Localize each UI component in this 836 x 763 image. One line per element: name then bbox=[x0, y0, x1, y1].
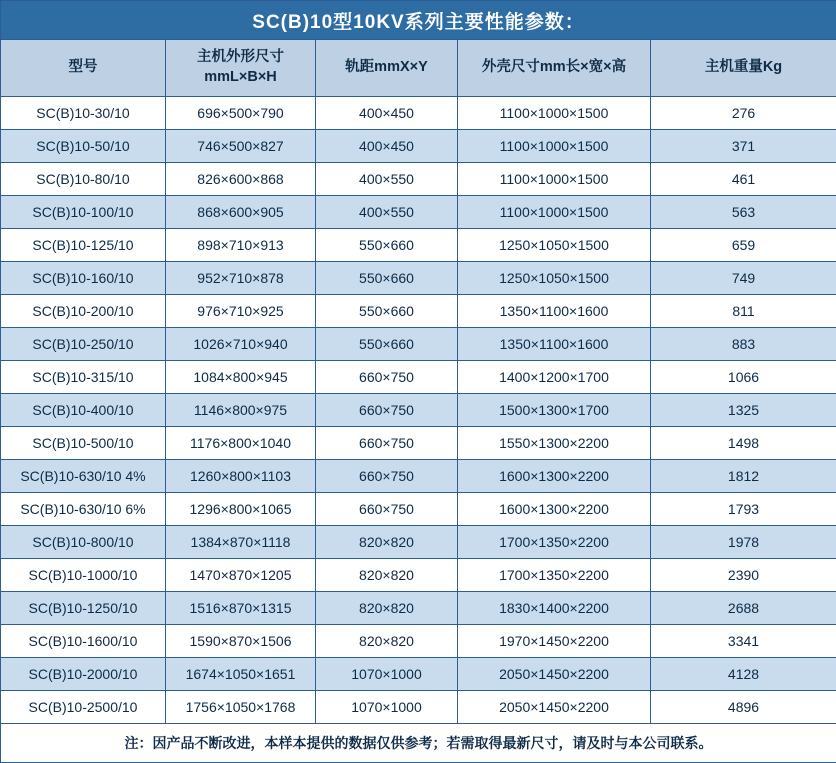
cell-track-gauge: 550×660 bbox=[316, 229, 458, 262]
cell-enclosure-dimensions: 1970×1450×2200 bbox=[458, 625, 651, 658]
cell-weight: 1498 bbox=[651, 427, 836, 460]
cell-model: SC(B)10-250/10 bbox=[1, 328, 166, 361]
cell-body-dimensions: 1516×870×1315 bbox=[166, 592, 316, 625]
table-title-row bbox=[1, 1, 836, 40]
cell-enclosure-dimensions: 1500×1300×1700 bbox=[458, 394, 651, 427]
cell-enclosure-dimensions: 1350×1100×1600 bbox=[458, 328, 651, 361]
cell-body-dimensions: 1176×800×1040 bbox=[166, 427, 316, 460]
table-row bbox=[1, 625, 836, 658]
cell-model: SC(B)10-2500/10 bbox=[1, 691, 166, 724]
column-header-body-dimensions-line1: 主机外形尺寸 bbox=[166, 48, 315, 68]
cell-track-gauge: 660×750 bbox=[316, 460, 458, 493]
cell-body-dimensions: 1674×1050×1651 bbox=[166, 658, 316, 691]
cell-track-gauge: 1070×1000 bbox=[316, 658, 458, 691]
cell-enclosure-dimensions: 2050×1450×2200 bbox=[458, 691, 651, 724]
column-header-model bbox=[1, 40, 166, 97]
cell-track-gauge: 400×550 bbox=[316, 163, 458, 196]
cell-model: SC(B)10-100/10 bbox=[1, 196, 166, 229]
cell-track-gauge: 660×750 bbox=[316, 427, 458, 460]
cell-body-dimensions: 1084×800×945 bbox=[166, 361, 316, 394]
cell-weight: 4128 bbox=[651, 658, 836, 691]
column-header-body-dimensions-line2: mmL×B×H bbox=[166, 68, 315, 88]
cell-track-gauge: 820×820 bbox=[316, 625, 458, 658]
cell-enclosure-dimensions: 1400×1200×1700 bbox=[458, 361, 651, 394]
table-row bbox=[1, 460, 836, 493]
table-row bbox=[1, 691, 836, 724]
table-row bbox=[1, 295, 836, 328]
cell-weight: 3341 bbox=[651, 625, 836, 658]
cell-weight: 563 bbox=[651, 196, 836, 229]
cell-model: SC(B)10-1000/10 bbox=[1, 559, 166, 592]
cell-model: SC(B)10-200/10 bbox=[1, 295, 166, 328]
cell-body-dimensions: 1590×870×1506 bbox=[166, 625, 316, 658]
cell-enclosure-dimensions: 1700×1350×2200 bbox=[458, 559, 651, 592]
cell-body-dimensions: 1296×800×1065 bbox=[166, 493, 316, 526]
column-header-enclosure-dimensions bbox=[458, 40, 651, 97]
column-header-weight bbox=[651, 40, 836, 97]
cell-enclosure-dimensions: 1830×1400×2200 bbox=[458, 592, 651, 625]
table-row bbox=[1, 97, 836, 130]
cell-enclosure-dimensions: 1350×1100×1600 bbox=[458, 295, 651, 328]
cell-model: SC(B)10-630/10 4% bbox=[1, 460, 166, 493]
cell-weight: 749 bbox=[651, 262, 836, 295]
cell-weight: 883 bbox=[651, 328, 836, 361]
cell-enclosure-dimensions: 1100×1000×1500 bbox=[458, 163, 651, 196]
table-row bbox=[1, 658, 836, 691]
cell-weight: 1066 bbox=[651, 361, 836, 394]
table-row bbox=[1, 328, 836, 361]
table-row bbox=[1, 526, 836, 559]
cell-track-gauge: 400×450 bbox=[316, 130, 458, 163]
column-header-model-line1: 型号 bbox=[1, 58, 165, 78]
cell-weight: 1793 bbox=[651, 493, 836, 526]
table-row bbox=[1, 163, 836, 196]
cell-weight: 4896 bbox=[651, 691, 836, 724]
cell-enclosure-dimensions: 1100×1000×1500 bbox=[458, 130, 651, 163]
cell-model: SC(B)10-1600/10 bbox=[1, 625, 166, 658]
table-row bbox=[1, 559, 836, 592]
cell-enclosure-dimensions: 1600×1300×2200 bbox=[458, 460, 651, 493]
cell-track-gauge: 660×750 bbox=[316, 394, 458, 427]
table-row bbox=[1, 592, 836, 625]
cell-model: SC(B)10-500/10 bbox=[1, 427, 166, 460]
table-row bbox=[1, 229, 836, 262]
cell-model: SC(B)10-80/10 bbox=[1, 163, 166, 196]
cell-track-gauge: 550×660 bbox=[316, 295, 458, 328]
cell-enclosure-dimensions: 2050×1450×2200 bbox=[458, 658, 651, 691]
cell-enclosure-dimensions: 1100×1000×1500 bbox=[458, 97, 651, 130]
cell-body-dimensions: 1260×800×1103 bbox=[166, 460, 316, 493]
cell-model: SC(B)10-315/10 bbox=[1, 361, 166, 394]
cell-body-dimensions: 868×600×905 bbox=[166, 196, 316, 229]
cell-enclosure-dimensions: 1250×1050×1500 bbox=[458, 229, 651, 262]
cell-model: SC(B)10-160/10 bbox=[1, 262, 166, 295]
column-header-enclosure-dimensions-line1: 外壳尺寸mm长×宽×高 bbox=[458, 58, 650, 78]
cell-track-gauge: 550×660 bbox=[316, 328, 458, 361]
table-note-row bbox=[1, 724, 836, 763]
cell-body-dimensions: 1470×870×1205 bbox=[166, 559, 316, 592]
cell-weight: 276 bbox=[651, 97, 836, 130]
cell-body-dimensions: 1756×1050×1768 bbox=[166, 691, 316, 724]
cell-enclosure-dimensions: 1550×1300×2200 bbox=[458, 427, 651, 460]
cell-weight: 2688 bbox=[651, 592, 836, 625]
cell-weight: 1325 bbox=[651, 394, 836, 427]
cell-body-dimensions: 826×600×868 bbox=[166, 163, 316, 196]
column-header-body-dimensions bbox=[166, 40, 316, 97]
cell-track-gauge: 1070×1000 bbox=[316, 691, 458, 724]
cell-body-dimensions: 696×500×790 bbox=[166, 97, 316, 130]
cell-weight: 371 bbox=[651, 130, 836, 163]
cell-model: SC(B)10-1250/10 bbox=[1, 592, 166, 625]
table-row bbox=[1, 262, 836, 295]
cell-track-gauge: 660×750 bbox=[316, 493, 458, 526]
cell-model: SC(B)10-50/10 bbox=[1, 130, 166, 163]
cell-enclosure-dimensions: 1250×1050×1500 bbox=[458, 262, 651, 295]
cell-body-dimensions: 746×500×827 bbox=[166, 130, 316, 163]
cell-body-dimensions: 952×710×878 bbox=[166, 262, 316, 295]
cell-model: SC(B)10-30/10 bbox=[1, 97, 166, 130]
cell-model: SC(B)10-400/10 bbox=[1, 394, 166, 427]
cell-weight: 461 bbox=[651, 163, 836, 196]
table-row bbox=[1, 427, 836, 460]
cell-track-gauge: 400×450 bbox=[316, 97, 458, 130]
cell-model: SC(B)10-2000/10 bbox=[1, 658, 166, 691]
cell-track-gauge: 400×550 bbox=[316, 196, 458, 229]
cell-weight: 659 bbox=[651, 229, 836, 262]
cell-body-dimensions: 898×710×913 bbox=[166, 229, 316, 262]
table-row bbox=[1, 361, 836, 394]
cell-track-gauge: 550×660 bbox=[316, 262, 458, 295]
cell-enclosure-dimensions: 1700×1350×2200 bbox=[458, 526, 651, 559]
page-title: SC(B)10型10KV系列主要性能参数： bbox=[1, 1, 836, 40]
cell-weight: 1812 bbox=[651, 460, 836, 493]
cell-body-dimensions: 976×710×925 bbox=[166, 295, 316, 328]
table-row bbox=[1, 493, 836, 526]
cell-enclosure-dimensions: 1600×1300×2200 bbox=[458, 493, 651, 526]
table-row bbox=[1, 130, 836, 163]
table-header-row bbox=[1, 40, 836, 97]
table-row bbox=[1, 196, 836, 229]
cell-body-dimensions: 1384×870×1118 bbox=[166, 526, 316, 559]
cell-body-dimensions: 1026×710×940 bbox=[166, 328, 316, 361]
cell-body-dimensions: 1146×800×975 bbox=[166, 394, 316, 427]
footnote: 注：因产品不断改进，本样本提供的数据仅供参考；若需取得最新尺寸，请及时与本公司联系。 bbox=[1, 724, 836, 763]
column-header-track-gauge bbox=[316, 40, 458, 97]
column-header-weight-line1: 主机重量Kg bbox=[651, 58, 836, 78]
cell-track-gauge: 820×820 bbox=[316, 559, 458, 592]
cell-model: SC(B)10-125/10 bbox=[1, 229, 166, 262]
cell-track-gauge: 820×820 bbox=[316, 592, 458, 625]
cell-track-gauge: 820×820 bbox=[316, 526, 458, 559]
cell-track-gauge: 660×750 bbox=[316, 361, 458, 394]
cell-model: SC(B)10-630/10 6% bbox=[1, 493, 166, 526]
cell-weight: 2390 bbox=[651, 559, 836, 592]
table-row bbox=[1, 394, 836, 427]
cell-weight: 1978 bbox=[651, 526, 836, 559]
cell-model: SC(B)10-800/10 bbox=[1, 526, 166, 559]
cell-enclosure-dimensions: 1100×1000×1500 bbox=[458, 196, 651, 229]
cell-weight: 811 bbox=[651, 295, 836, 328]
column-header-track-gauge-line1: 轨距mmX×Y bbox=[316, 58, 457, 78]
